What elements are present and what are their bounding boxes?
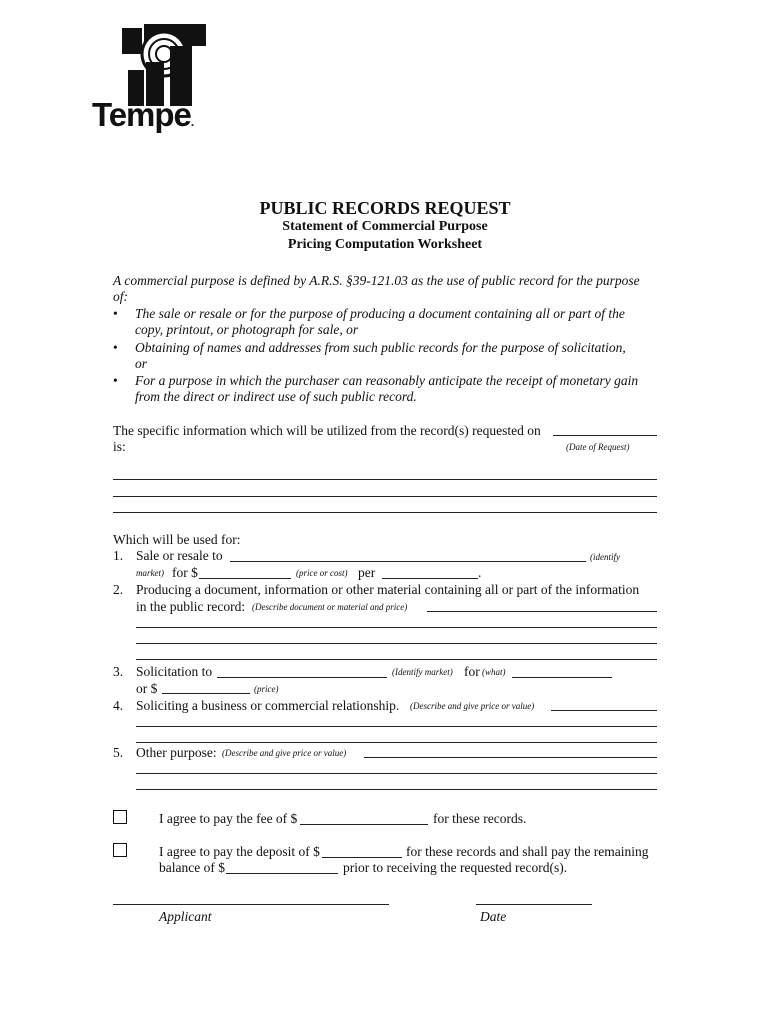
agree-balance-post: prior to receiving the requested record(s). [343, 860, 568, 875]
item-1-number: 1. [113, 548, 124, 563]
item-2-hint: (Describe document or material and price) [252, 602, 408, 612]
item-5-hint: (Describe and give price or value) [222, 748, 347, 758]
item-1-for-label: for $ [172, 565, 198, 580]
item-3-what-field[interactable] [512, 677, 612, 678]
bullet-1-line2: copy, printout, or photograph for sale, or [135, 322, 359, 337]
item-1-per-label: per [358, 565, 376, 580]
item-2-number: 2. [113, 582, 124, 597]
item-2-line[interactable] [136, 659, 657, 660]
balance-amount-field[interactable] [226, 873, 338, 874]
item-3-text: Solicitation to [136, 664, 213, 679]
item-1-identify-hint: (identify [590, 552, 620, 562]
item-5-number: 5. [113, 745, 124, 760]
item-1-text: Sale or resale to [136, 548, 223, 563]
uses-heading: Which will be used for: [113, 532, 241, 547]
item-1-market-hint: market) [136, 568, 164, 578]
date-of-request-hint: (Date of Request) [566, 442, 630, 452]
agree-balance-text: balance of $ [159, 860, 225, 875]
page-title: PUBLIC RECORDS REQUEST [259, 198, 511, 218]
item-3-or-label: or $ [136, 681, 158, 696]
item-3-price-hint: (price) [254, 684, 279, 694]
bullet-2-line1: Obtaining of names and addresses from such public records for the purpose of solicitation, [135, 340, 626, 355]
item-1-market-field[interactable] [230, 561, 586, 562]
item-2-line1: Producing a document, information or other material containing all or part of the information [136, 582, 640, 597]
intro-text-line2: of: [113, 289, 128, 304]
item-5-text: Other purpose: [136, 745, 217, 760]
deposit-amount-field[interactable] [322, 857, 402, 858]
intro-text-line1: A commercial purpose is defined by A.R.S. §39-121.03 as the use of public record for the purpose [113, 273, 640, 288]
item-4-text: Soliciting a business or commercial relationship. [136, 698, 400, 713]
bullet-2-line2: or [135, 356, 148, 371]
agree-fee-checkbox[interactable] [113, 810, 127, 824]
item-2-line[interactable] [136, 643, 657, 644]
item-1-end: . [478, 565, 482, 580]
item-2-description-field[interactable] [427, 611, 657, 612]
item-4-number: 4. [113, 698, 124, 713]
bullet-3-line1: For a purpose in which the purchaser can reasonably anticipate the receipt of monetary gain [135, 373, 639, 388]
bullet-1-line1: The sale or resale or for the purpose of producing a document containing all or part of the [135, 306, 625, 321]
tempe-logo [92, 18, 232, 138]
date-of-request-field[interactable] [553, 435, 657, 436]
tempe-logo-mark-icon [114, 18, 224, 108]
item-2-line2: in the public record: [136, 599, 246, 614]
item-4-line[interactable] [136, 726, 657, 727]
date-label: Date [480, 909, 507, 924]
item-3-market-hint: (Identify market) [392, 667, 453, 677]
item-2-line[interactable] [136, 627, 657, 628]
subtitle-commercial-purpose: Statement of Commercial Purpose [282, 219, 488, 234]
agree-fee-text: I agree to pay the fee of $ [159, 811, 298, 826]
item-1-price-field[interactable] [199, 578, 291, 579]
specific-info-is-label: is: [113, 439, 126, 454]
subtitle-pricing-worksheet: Pricing Computation Worksheet [287, 237, 483, 252]
agree-deposit-text: I agree to pay the deposit of $ [159, 844, 320, 859]
tempe-wordmark: Tempe. [92, 96, 194, 133]
bullet-dot: • [113, 373, 118, 388]
item-3-price-field[interactable] [162, 693, 250, 694]
specific-info-text: The specific information which will be utilized from the record(s) requested on [113, 423, 541, 438]
item-3-for-label: for [464, 664, 480, 679]
applicant-signature-field[interactable] [113, 904, 389, 905]
item-1-price-hint: (price or cost) [296, 568, 348, 578]
applicant-label: Applicant [159, 909, 212, 924]
date-signature-field[interactable] [476, 904, 592, 905]
item-4-hint: (Describe and give price or value) [410, 701, 535, 711]
item-5-line[interactable] [136, 789, 657, 790]
agree-deposit-post: for these records and shall pay the remaining [406, 844, 649, 859]
item-5-line[interactable] [136, 773, 657, 774]
item-3-market-field[interactable] [217, 677, 387, 678]
bullet-dot: • [113, 340, 118, 355]
fee-amount-field[interactable] [300, 824, 428, 825]
agree-deposit-checkbox[interactable] [113, 843, 127, 857]
item-3-number: 3. [113, 664, 124, 679]
item-4-line[interactable] [136, 742, 657, 743]
specific-info-line[interactable] [113, 479, 657, 480]
bullet-3-line2: from the direct or indirect use of such public record. [135, 389, 417, 404]
agree-fee-post: for these records. [433, 811, 527, 826]
item-1-per-field[interactable] [382, 578, 478, 579]
bullet-dot: • [113, 306, 118, 321]
specific-info-line[interactable] [113, 512, 657, 513]
item-3-what-hint: (what) [482, 667, 506, 677]
item-5-description-field[interactable] [364, 757, 657, 758]
item-4-description-field[interactable] [551, 710, 657, 711]
specific-info-line[interactable] [113, 496, 657, 497]
